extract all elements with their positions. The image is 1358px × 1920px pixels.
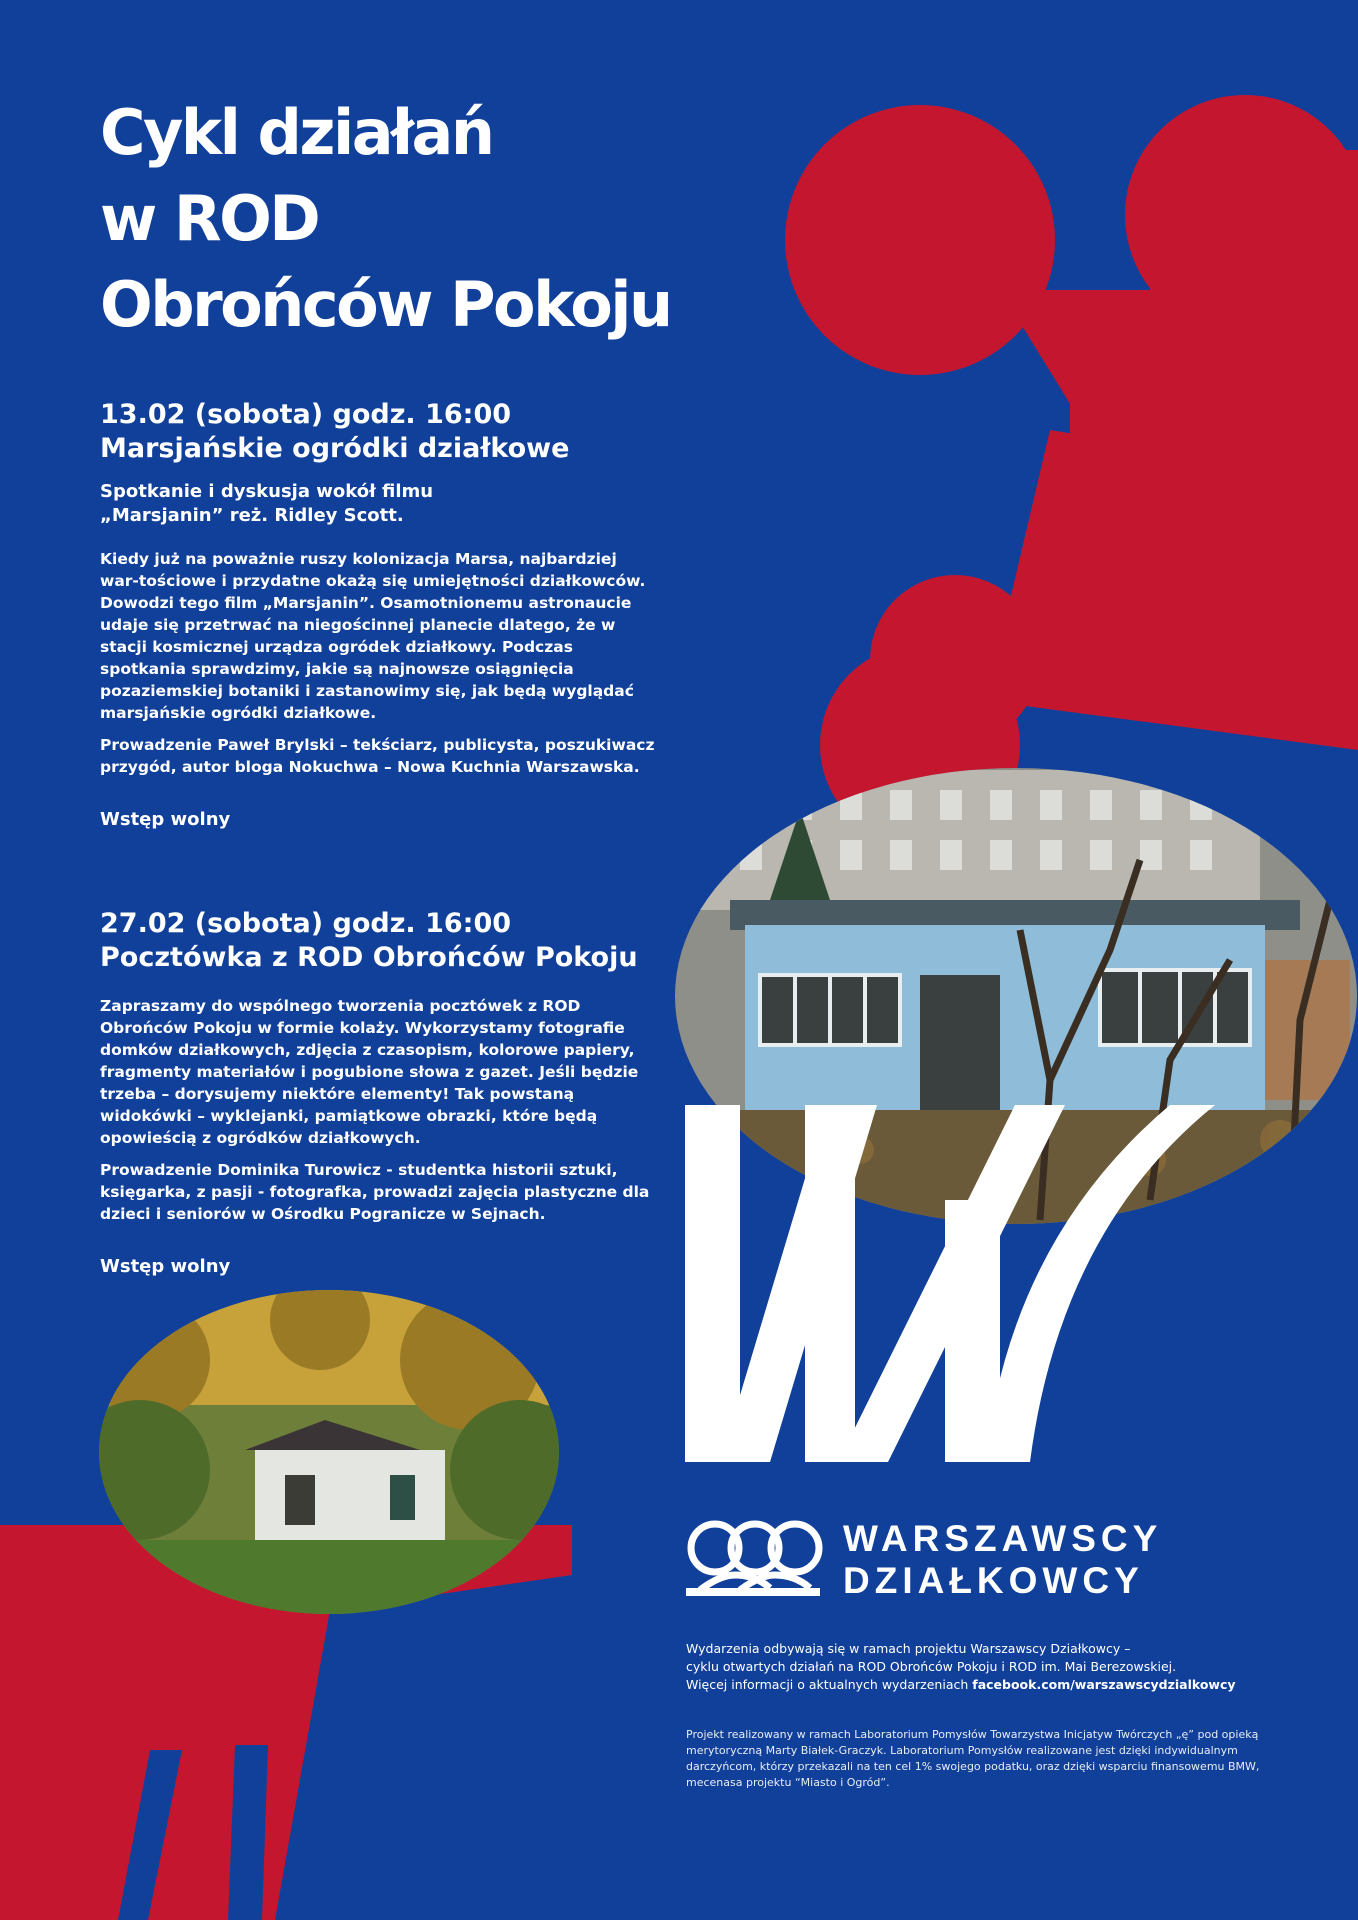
red-blob-top-right: [785, 95, 1358, 845]
poster-title: [100, 90, 720, 348]
event-1-entry: Wstęp wolny: [100, 809, 231, 830]
event-1-subtitle-line-1: Spotkanie i dyskusja wokół filmu: [100, 481, 434, 502]
project-credits: Projekt realizowany w ramach Laboratorium Pomysłów Towarzystwa Inicjatyw Twórczych „ę” pod opieką merytoryczną Marty Białek-Graczyk. Laboratorium Pomysłów realizowane jest dzięki indywidualnym darczyńcom, którzy przekazali na ten cel 1% swojego podatku, oraz dzięki wsparciu finansowemu BMW, mecenasa projektu “Miasto i Ogród”.: [686, 1728, 1260, 1789]
event-1-description: Kiedy już na poważnie ruszy kolonizacja Marsa, najbardziej war-tościowe i przydatne okażą się umiejętności działkowców. Dowodzi tego film „Marsjanin”. Osamotnionemu astronaucie udaje się przetrwać na niegościnnej planecie dlatego, że w stacji kosmicznej urządza ogródek działkowy. Podczas spotkania sprawdzimy, jakie są najnowsze osiągnięcia pozaziemskiej botaniki i zastanowimy się, jak będą wyglądać marsjańskie ogródki działkowe.: [100, 550, 646, 722]
event-2-description: Zapraszamy do wspólnego tworzenia pocztówek z ROD Obrońców Pokoju w formie kolaży. Wykorzystamy fotografie domków działkowych, zdjęcia z czasopism, kolorowe papiery, fragmenty materiałów i pogubione słowa z gazet. Jeśli będzie trzeba – dorysujemy niektóre elementy! Tak powstaną widokówki – wyklejanki, pamiątkowe obrazki, które będą opowieścią z ogródków działkowych.: [100, 997, 639, 1147]
facebook-link[interactable]: facebook.com/warszawscydzialkowcy: [972, 1677, 1236, 1692]
brand-line-1: WARSZAWSCY: [843, 1518, 1163, 1559]
project-info: [686, 1640, 1306, 1694]
logo-mark: [691, 1524, 819, 1590]
event-2-date: 27.02 (sobota) godz. 16:00: [100, 908, 512, 939]
event-1-title: Marsjańskie ogródki działkowe: [100, 433, 570, 464]
event-1-date: 13.02 (sobota) godz. 16:00: [100, 399, 512, 430]
event-2-entry: Wstęp wolny: [100, 1256, 231, 1277]
info-line-3: [686, 1676, 1306, 1694]
event-2-title: Pocztówka z ROD Obrońców Pokoju: [100, 942, 638, 973]
event-1: [100, 398, 660, 832]
event-2: [100, 907, 660, 1279]
info-line-1: Wydarzenia odbywają się w ramach projektu Warszawscy Działkowcy –: [686, 1641, 1131, 1656]
info-line-3-text: Więcej informacji o aktualnych wydarzeniach: [686, 1677, 973, 1692]
brand-wordmark: [843, 1518, 1162, 1602]
brand-line-2: DZIAŁKOWCY: [843, 1560, 1144, 1601]
event-1-subtitle-line-2: „Marsjanin” reż. Ridley Scott.: [100, 505, 404, 526]
event-1-subtitle: [100, 480, 660, 528]
logo-mark-base: [686, 1588, 820, 1596]
title-line-1: Cykl działań: [100, 96, 493, 169]
event-2-host: Prowadzenie Dominika Turowicz - studentka historii sztuki, księgarka, z pasji - fotografka, prowadzi zajęcia plastyczne dla dzieci i seniorów w Ośrodku Pogranicze w Sejnach.: [100, 1161, 650, 1223]
event-1-host: Prowadzenie Paweł Brylski – tekściarz, publicysta, poszukiwacz przygód, autor bloga Nokuchwa – Nowa Kuchnia Warszawska.: [100, 736, 655, 776]
title-line-2: w ROD: [100, 182, 319, 255]
title-line-3: Obrońców Pokoju: [100, 268, 671, 341]
info-line-2: cyklu otwartych działań na ROD Obrońców Pokoju i ROD im. Mai Berezowskiej.: [686, 1659, 1177, 1674]
